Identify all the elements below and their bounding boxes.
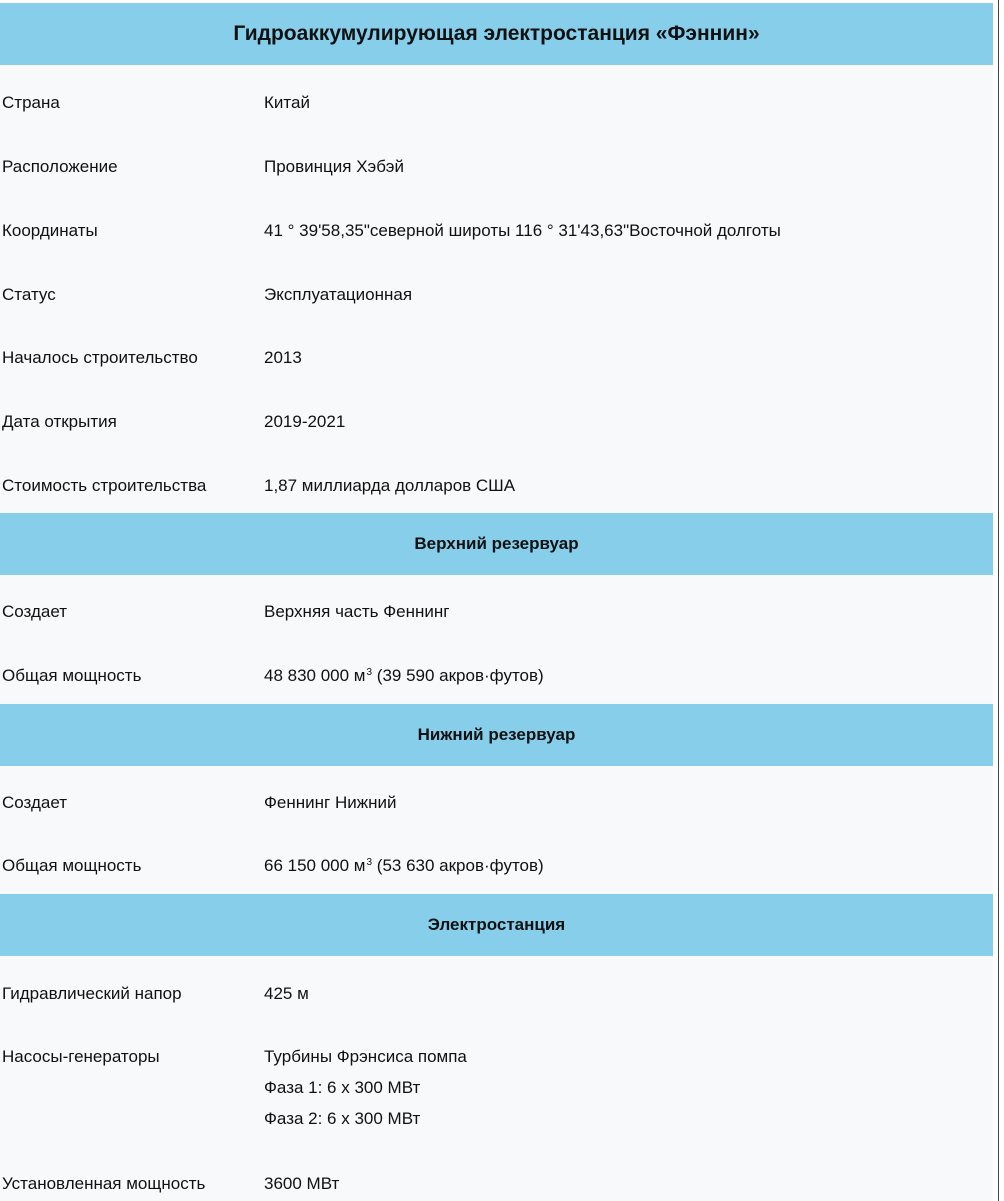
row-label-lower-capacity: Общая мощность [2, 856, 142, 875]
row-label-opening-date: Дата открытия [2, 412, 117, 431]
row-label-construction-cost: Стоимость строительства [2, 476, 207, 495]
row-value-coordinates: 41 ° 39'58,35"северной широты 116 ° 31'43,63"Восточной долготы [264, 221, 781, 240]
row-value-construction-start: 2013 [264, 348, 302, 367]
row-value-hydraulic-head: 425 м [264, 984, 309, 1003]
pump-generators-line-2: Фаза 1: 6 х 300 МВт [264, 1078, 421, 1097]
infobox-title-text: Гидроаккумулирующая электростанция «Фэннин» [233, 22, 760, 45]
pump-generators-line-3: Фаза 2: 6 х 300 МВт [264, 1109, 421, 1128]
row-value-construction-cost: 1,87 миллиарда долларов США [264, 476, 516, 495]
pump-generators-line-1: Турбины Фрэнсиса помпа [264, 1047, 467, 1066]
row-label-installed-capacity: Установленная мощность [2, 1174, 206, 1193]
row-value-lower-capacity [264, 856, 544, 876]
section-header-power-station [0, 894, 993, 956]
upper-capacity-rest: (39 590 акров·футов) [372, 666, 544, 685]
row-value-installed-capacity: 3600 МВт [264, 1174, 340, 1193]
row-value-opening-date: 2019-2021 [264, 412, 346, 431]
infobox-title [0, 3, 993, 65]
row-value-upper-capacity [264, 666, 544, 686]
upper-capacity-main: 48 830 000 м [264, 666, 366, 685]
row-label-upper-capacity: Общая мощность [2, 666, 142, 685]
row-value-pump-generators [264, 1047, 467, 1140]
page-edge-divider [998, 0, 999, 1201]
section-header-upper-reservoir [0, 513, 993, 575]
row-value-upper-creates: Верхняя часть Феннинг [264, 602, 450, 621]
row-label-construction-start: Началось строительство [2, 348, 198, 367]
row-label-location: Расположение [2, 157, 118, 176]
row-value-status: Эксплуатационная [264, 285, 413, 304]
lower-capacity-main: 66 150 000 м [264, 856, 366, 875]
row-label-coordinates: Координаты [2, 221, 98, 240]
row-label-hydraulic-head: Гидравлический напор [2, 984, 182, 1003]
section-heading-upper-reservoir: Верхний резервуар [414, 534, 579, 553]
row-value-lower-creates: Феннинг Нижний [264, 793, 397, 812]
lower-capacity-superscript: 3 [366, 857, 373, 868]
section-heading-lower-reservoir: Нижний резервуар [417, 725, 576, 744]
section-header-lower-reservoir [0, 704, 993, 766]
row-value-location: Провинция Хэбэй [264, 157, 404, 176]
row-value-country: Китай [264, 93, 310, 112]
row-label-lower-creates: Создает [2, 793, 68, 812]
row-label-upper-creates: Создает [2, 602, 68, 621]
lower-capacity-rest: (53 630 акров·футов) [372, 856, 544, 875]
section-heading-power-station: Электростанция [427, 915, 566, 934]
upper-capacity-superscript: 3 [366, 667, 373, 678]
row-label-pump-generators: Насосы-генераторы [2, 1047, 160, 1066]
row-label-country: Страна [2, 93, 60, 112]
row-label-status: Статус [2, 285, 56, 304]
infobox [0, 3, 993, 1201]
